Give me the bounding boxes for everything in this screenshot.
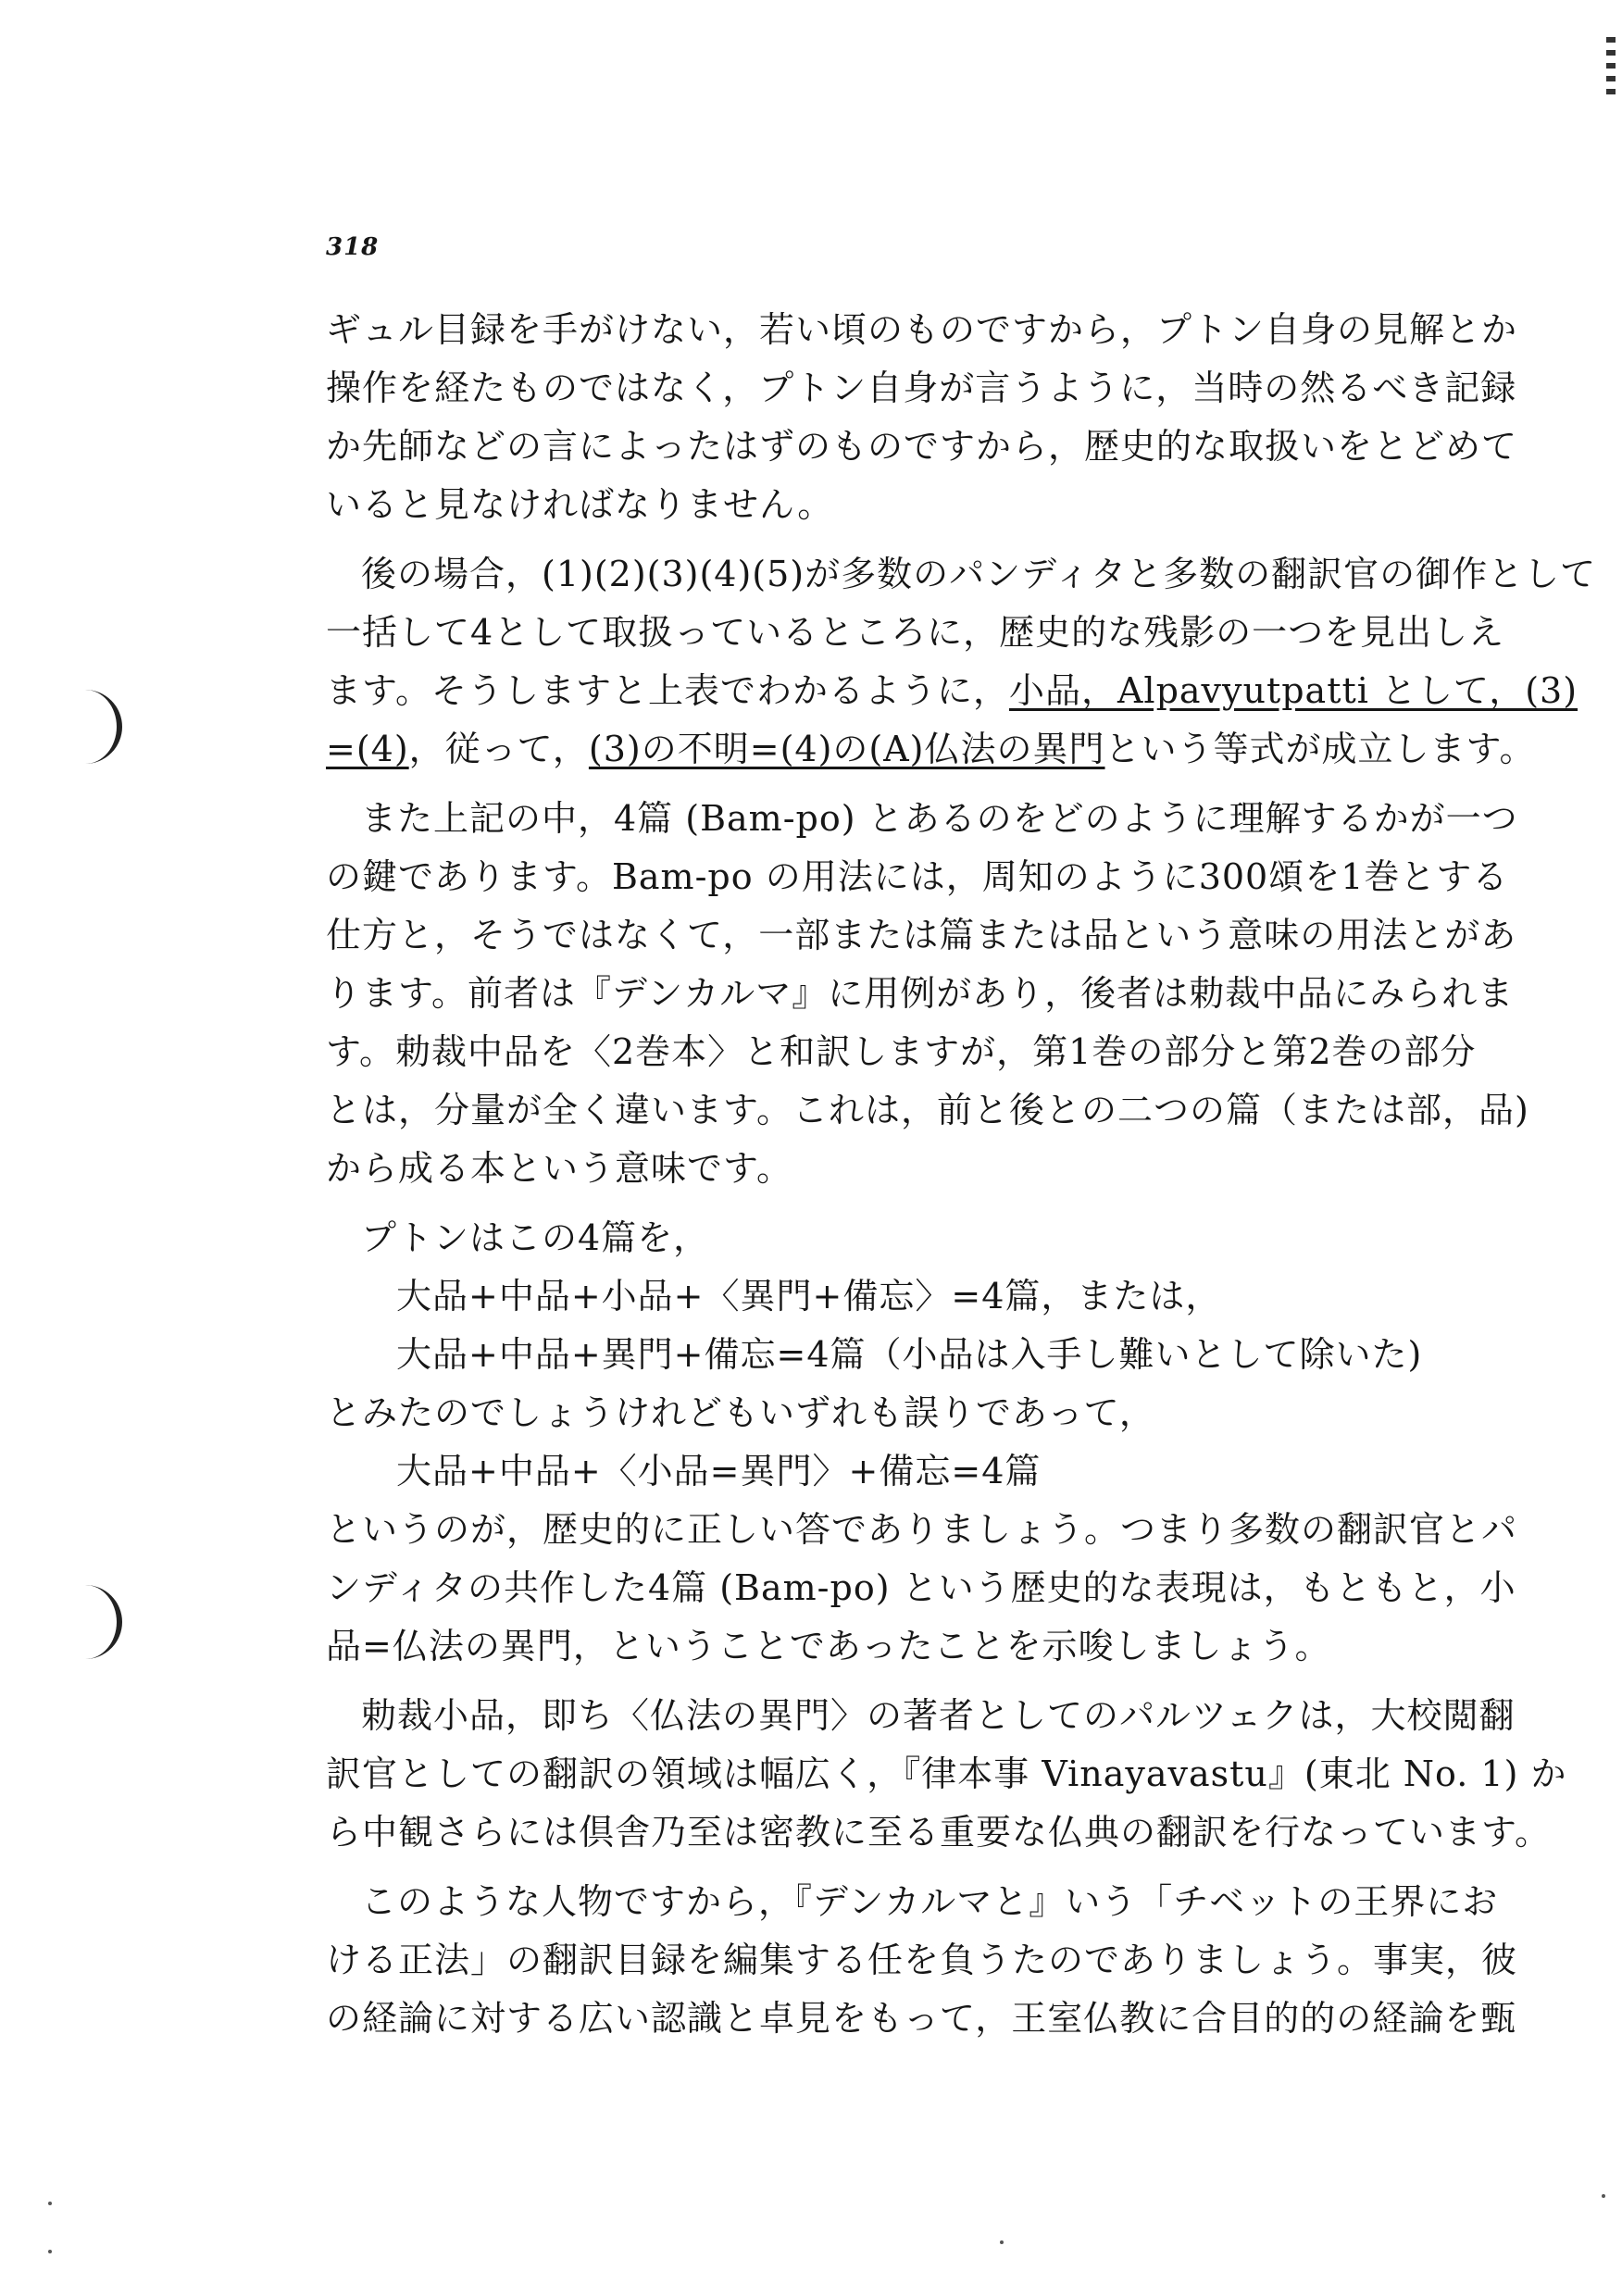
text-segment: ら中観さらには倶舎乃至は密教に至る重要な仏典の翻訳を行なっています。 bbox=[326, 1812, 1551, 1853]
text-segment: とみたのでしょうけれどもいずれも誤りであって， bbox=[326, 1392, 1155, 1433]
text-segment: 仕方と，そうではなくて，一部または篇または品という意味の用法とがあ bbox=[326, 915, 1517, 955]
text-segment: (3)の不明=(4)の(A)仏法の異門 bbox=[588, 729, 1105, 769]
text-line bbox=[326, 604, 1505, 662]
text-line bbox=[326, 301, 1518, 359]
text-line bbox=[326, 1140, 1455, 1198]
paragraph-gap bbox=[326, 1862, 1455, 1873]
text-line bbox=[326, 545, 1597, 604]
text-line bbox=[326, 1209, 1455, 1267]
text-line bbox=[326, 1803, 1551, 1862]
scan-speck bbox=[48, 2250, 52, 2253]
text-line bbox=[326, 1617, 1455, 1676]
text-line bbox=[326, 1326, 1455, 1384]
text-line bbox=[326, 418, 1518, 476]
paragraph-gap bbox=[326, 1198, 1455, 1209]
text-segment: 品=仏法の異門，ということであったことを示唆しましょう。 bbox=[326, 1626, 1331, 1666]
text-segment: 操作を経たものではなく，プトン自身が言うように，当時の然るべき記録 bbox=[326, 368, 1517, 408]
scan-speck bbox=[1602, 2194, 1605, 2198]
text-segment: ギュル目録を手がけない，若い頃のものですから，プトン自身の見解とか bbox=[326, 309, 1518, 350]
text-line bbox=[326, 1442, 1455, 1501]
text-line bbox=[326, 1687, 1516, 1745]
text-segment: から成る本という意味です。 bbox=[326, 1148, 792, 1189]
text-segment: 後の場合，(1)(2)(3)(4)(5)が多数のパンディタと多数の翻訳官の御作として bbox=[361, 554, 1597, 594]
paragraph-gap bbox=[326, 534, 1455, 545]
text-line bbox=[326, 359, 1517, 418]
text-line bbox=[326, 1501, 1518, 1559]
text-line bbox=[326, 1267, 1455, 1326]
text-line bbox=[326, 1023, 1477, 1081]
text-segment: ，従って， bbox=[408, 729, 589, 769]
text-segment: 大品+中品+小品+〈異門+備忘〉=4篇，または， bbox=[396, 1276, 1222, 1316]
text-segment: とは，分量が全く違います。これは，前と後との二つの篇（または部，品) bbox=[326, 1090, 1529, 1130]
paragraph-gap bbox=[326, 1676, 1455, 1687]
text-segment: ます。そうしますと上表でわかるように， bbox=[326, 670, 1009, 711]
text-line bbox=[326, 848, 1509, 906]
binding-mark-bottom bbox=[85, 1585, 122, 1659]
text-segment: ける正法」の翻訳目録を編集する任を負うたのでありましょう。事実，彼 bbox=[326, 1940, 1518, 1980]
text-line bbox=[326, 1559, 1516, 1617]
text-segment: す。勅裁中品を〈2巻本〉と和訳しますが，第1巻の部分と第2巻の部分 bbox=[326, 1031, 1477, 1072]
text-segment: ります。前者は『デンカルマ』に用例があり，後者は勅裁中品にみられま bbox=[326, 973, 1515, 1014]
text-segment: 訳官としての翻訳の領域は幅広く，『律本事 Vinayavastu』(東北 No. 1) か bbox=[326, 1753, 1567, 1794]
text-segment: このような人物ですから，『デンカルマと』いう「チベットの王界にお bbox=[361, 1881, 1499, 1922]
paragraph-gap bbox=[326, 779, 1455, 790]
text-line bbox=[326, 965, 1515, 1023]
body-text bbox=[326, 301, 1597, 2048]
text-segment: いると見なければなりません。 bbox=[326, 484, 834, 525]
text-line bbox=[326, 1745, 1567, 1803]
text-segment: 大品+中品+異門+備忘=4篇（小品は入手し難いとして除いた) bbox=[396, 1334, 1423, 1375]
text-segment: 勅裁小品，即ち〈仏法の異門〉の著者としてのパルツェクは，大校閲翻 bbox=[361, 1695, 1516, 1736]
text-segment: というのが，歴史的に正しい答でありましょう。つまり多数の翻訳官とパ bbox=[326, 1509, 1518, 1550]
text-segment: という等式が成立します。 bbox=[1104, 729, 1536, 769]
text-line bbox=[326, 1873, 1499, 1931]
text-segment: 小品，Alpavyutpatti として，(3) bbox=[1008, 670, 1578, 711]
text-line bbox=[326, 662, 1578, 720]
text-segment: =(4) bbox=[326, 729, 409, 769]
text-line bbox=[326, 476, 1455, 534]
text-segment: 一括して4として取扱っているところに，歴史的な残影の一つを見出しえ bbox=[326, 612, 1505, 653]
text-line bbox=[326, 720, 1536, 779]
text-segment: また上記の中，4篇 (Bam-po) とあるのをどのように理解するかが一つ bbox=[361, 798, 1518, 839]
text-line bbox=[326, 906, 1517, 965]
text-line bbox=[326, 1081, 1529, 1140]
binding-mark-top bbox=[85, 690, 122, 764]
scan-speck bbox=[1000, 2240, 1004, 2244]
edge-mark bbox=[1606, 37, 1616, 102]
text-line bbox=[326, 1384, 1455, 1442]
text-segment: の鍵であります。Bam-po の用法には，周知のように300頌を1巻とする bbox=[326, 856, 1509, 897]
text-line bbox=[326, 1931, 1518, 1990]
text-segment: ンディタの共作した4篇 (Bam-po) という歴史的な表現は，もともと，小 bbox=[326, 1567, 1516, 1608]
scan-speck bbox=[48, 2202, 52, 2205]
text-segment: の経論に対する広い認識と卓見をもって，王室仏教に合目的的の経論を甄 bbox=[326, 1998, 1517, 2039]
text-segment: か先師などの言によったはずのものですから，歴史的な取扱いをとどめて bbox=[326, 426, 1518, 467]
page-number: 318 bbox=[326, 233, 380, 261]
text-line bbox=[326, 1990, 1517, 2048]
text-line bbox=[326, 790, 1518, 848]
text-segment: プトンはこの4篇を， bbox=[361, 1217, 710, 1258]
text-segment: 大品+中品+〈小品=異門〉+備忘=4篇 bbox=[396, 1451, 1042, 1491]
